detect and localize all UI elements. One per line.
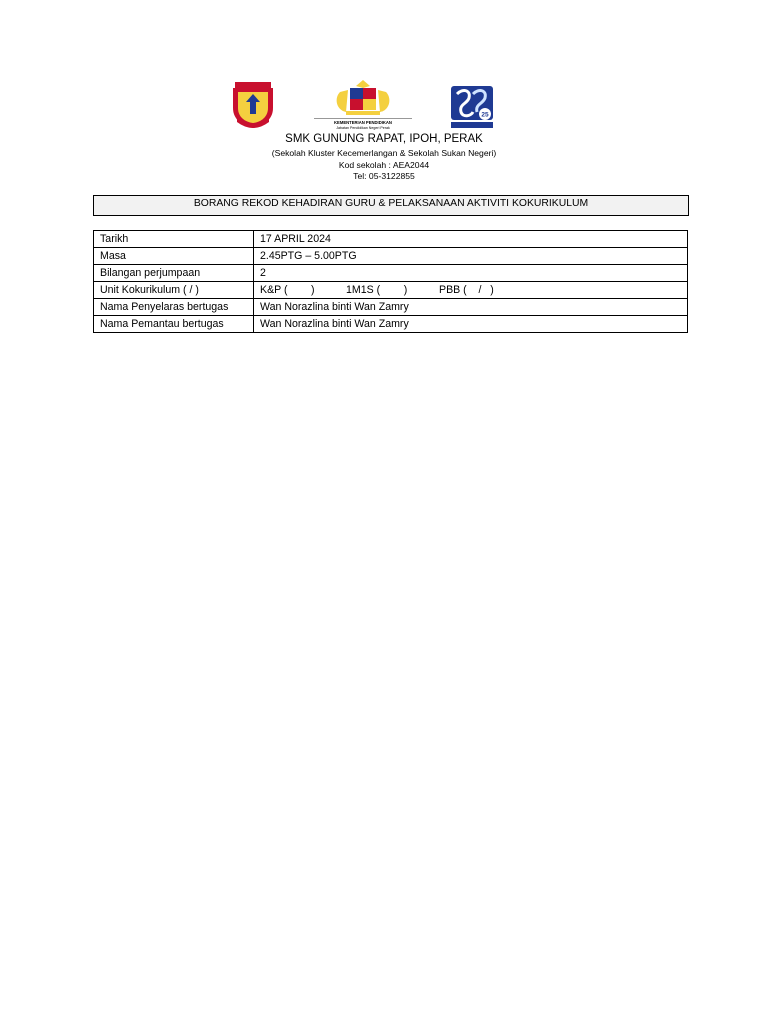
row-value-masa: 2.45PTG – 5.00PTG [254,248,688,265]
row-label-masa: Masa [94,248,254,265]
malaysia-coat-of-arms-icon [312,78,414,130]
row-label-pemantau: Nama Pemantau bertugas [94,316,254,333]
table-row [94,282,688,299]
school-name: SMK GUNUNG RAPAT, IPOH, PERAK [285,133,483,145]
row-value-bilangan: 2 [254,265,688,282]
school-code: Kod sekolah : AEA2044 [338,160,430,170]
row-label-tarikh: Tarikh [94,231,254,248]
form-title: BORANG REKOD KEHADIRAN GURU & PELAKSANAAN AKTIVITI KOKURIKULUM [93,195,689,216]
table-row [94,248,688,265]
school-crest-icon [229,80,277,130]
table-row [94,265,688,282]
row-label-bilangan: Bilangan perjumpaan [94,265,254,282]
row-label-penyelaras: Nama Penyelaras bertugas [94,299,254,316]
sports-school-25-icon [449,84,495,130]
row-value-pemantau: Wan Norazlina binti Wan Zamry [254,316,688,333]
table-row [94,299,688,316]
row-value-tarikh: 17 APRIL 2024 [254,231,688,248]
kpm-label-line2: Jabatan Pendidikan Negeri Perak [336,126,390,130]
school-subtitle: (Sekolah Kluster Kecemerlangan & Sekolah Sukan Negeri) [271,148,497,158]
row-value-penyelaras: Wan Norazlina binti Wan Zamry [254,299,688,316]
unit-pbb: PBB ( / ) [439,284,494,296]
school-tel: Tel: 05-3122855 [353,171,415,181]
svg-text:25: 25 [481,111,489,119]
unit-kp: K&P ( ) [260,284,315,296]
attendance-info-table [93,230,688,333]
kpm-label-line1: KEMENTERIAN PENDIDIKAN [334,120,392,125]
row-value-unit [254,282,688,299]
table-row [94,231,688,248]
table-row [94,316,688,333]
logo-row [0,78,768,132]
unit-1m1s: 1M1S ( ) [346,284,408,296]
row-label-unit: Unit Kokurikulum ( / ) [94,282,254,299]
